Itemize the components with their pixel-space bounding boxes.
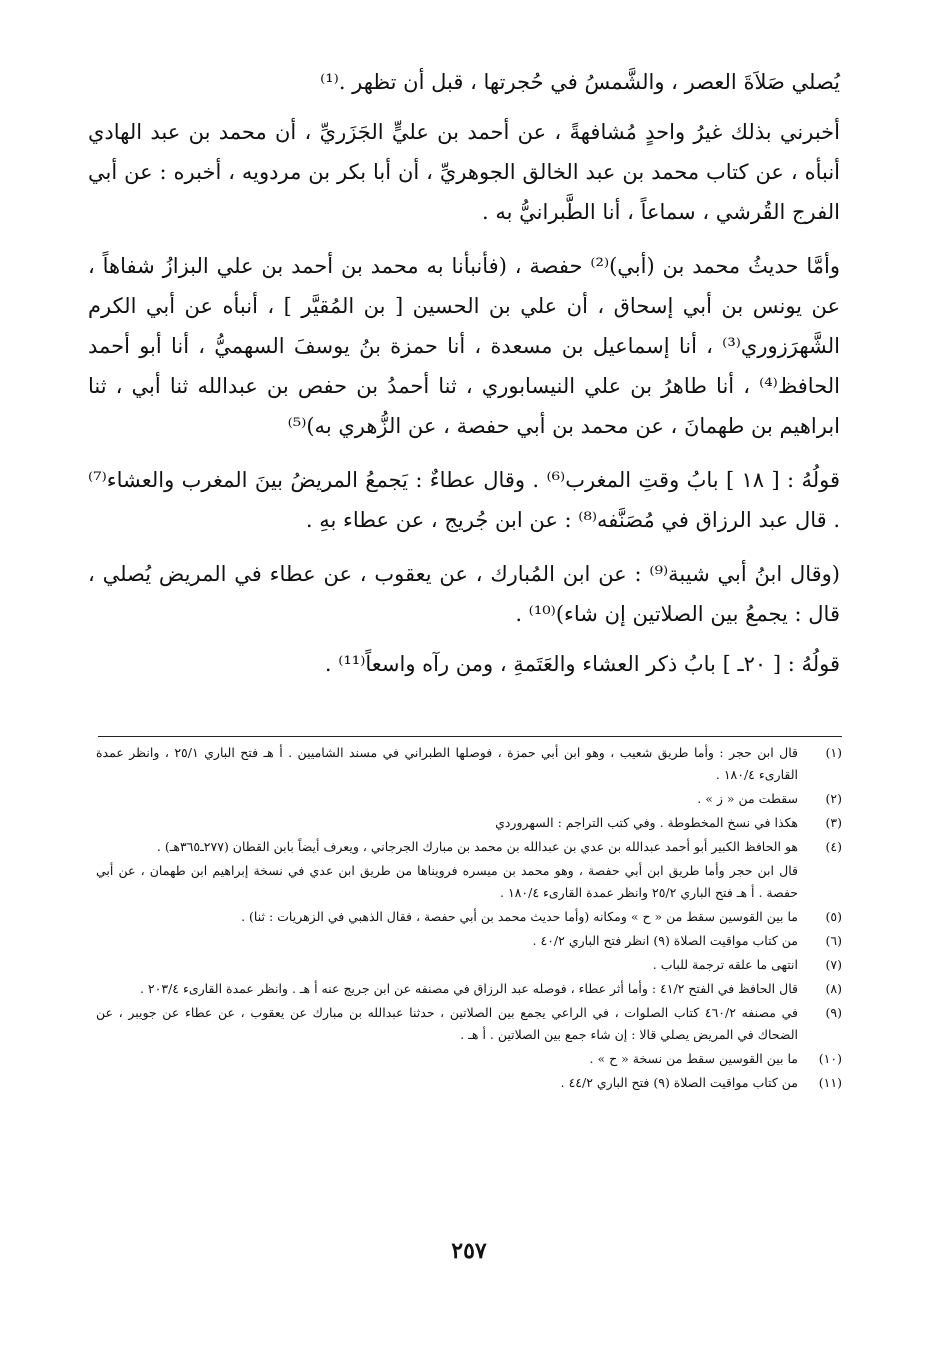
footnote-3 <box>96 812 842 834</box>
page-number: ٢٥٧ <box>451 1238 487 1264</box>
footnote-4-continuation: قال ابن حجر وأما طريق ابن أبي حفصة ، وهو محمد بن ميسره فرويناها من طريق ابن عدي في نسخة إبراهيم ابن طهمان ، عن أبي حفصة . أ هـ فتح الباري ٢٥/٢ وانظر عمدة القارىء ١٨٠/٤ . <box>96 863 798 900</box>
footnote-4 <box>96 836 842 858</box>
footnote-text: في مصنفه ٤٦٠/٢ كتاب الصلوات ، في الراعي يجمع بين الصلاتين ، حدثنا عبدالله بن مبارك عن يعقوب ، عن عطاء عن جويبر ، عن الضحاك في المريض يصلي قالا : إن شاء جمع بين الصلاتين . أ هـ . <box>96 1005 798 1042</box>
paragraph-2: أخبرني بذلك غيرُ واحدٍ مُشافهةً ، عن أحمد بن عليٍّ الجَزَريِّ ، أن محمد بن عبد الهادي أنبأه ، عن كتاب محمد بن عبد الخالق الجوهريِّ ، أن أبا بكر بن مردويه ، أخبره : عن أبي الفرج القُرشي ، سماعاً ، أنا الطَّبرانيُّ به . <box>88 120 840 224</box>
footnote-divider <box>98 736 842 737</box>
footnote-1 <box>96 742 842 786</box>
paragraph-6: قولُهُ : [ ٢٠ـ ] بابُ ذكر العشاء والعَتَمةِ ، ومن رآه واسعاً⁽¹¹⁾ . <box>324 652 840 676</box>
footnote-number: (٢) <box>825 791 842 806</box>
footnote-text: هكذا في نسخ المخطوطة . وفي كتب التراجم : السهروردي <box>495 815 798 830</box>
footnote-8 <box>96 978 842 1000</box>
footnote-text: ما بين القوسين سقط من « ح » ومكانه (وأما حديث محمد بن أبي حفصة ، فقال الذهبي في الزهريات : ثنا) . <box>241 909 798 924</box>
footnote-number: (١١) <box>818 1075 842 1090</box>
footnote-number: (٤) <box>825 839 842 854</box>
footnote-number: (٨) <box>825 981 842 996</box>
footnote-number: (٧) <box>825 957 842 972</box>
footnote-text: هو الحافظ الكبير أبو أحمد عبدالله بن عدي بن عبدالله بن محمد بن مبارك الجرجاني ، ويعرف أيضاً بابن القطان (٢٧٧ـ٣٦٥هـ) . <box>156 839 798 854</box>
footnote-text: انتهى ما علقه ترجمة للباب . <box>652 957 798 972</box>
footnote-text: ما بين القوسين سقط من نسخة « ح » . <box>589 1051 798 1066</box>
footnote-11 <box>96 1072 842 1094</box>
footnote-text: قال الحافظ في الفتح ٤١/٢ : وأما أثر عطاء ، فوصله عبد الرزاق في مصنفه عن ابن جريج عنه أ هـ . وانظر عمدة القارىء ٢٠٣/٤ . <box>139 981 798 996</box>
footnote-number: (٥) <box>825 909 842 924</box>
footnote-7 <box>96 954 842 976</box>
footnote-text: قال ابن حجر : وأما طريق شعيب ، وهو ابن أبي حمزة ، فوصلها الطبراني في مسند الشاميين . أ هـ فتح الباري ٢٥/١ ، وانظر عمدة القارىء ١٨٠/٤ . <box>96 745 798 782</box>
footnote-number: (١) <box>825 745 842 760</box>
paragraph-4: قولُهُ : [ ١٨ ] بابُ وقتِ المغرب⁽⁶⁾ . وقال عطاءٌ : يَجمعُ المريضُ بينَ المغرب والعشاء⁽⁷⁾ . قال عبد الرزاق في مُصَنَّفه⁽⁸⁾ : عن ابن جُريج ، عن عطاء بهِ . <box>88 468 840 532</box>
footnote-number: (٩) <box>825 1005 842 1020</box>
paragraph-5: (وقال ابنُ أبي شيبة⁽⁹⁾ : عن ابن المُبارك ، عن يعقوب ، عن عطاء في المريض يُصلي ، قال : يجمعُ بين الصلاتين إن شاء)⁽¹⁰⁾ . <box>88 562 841 626</box>
footnote-text: من كتاب مواقيت الصلاة (٩) انظر فتح الباري ٤٠/٢ . <box>532 933 798 948</box>
footnote-number: (١٠) <box>818 1051 842 1066</box>
footnote-5 <box>96 906 842 928</box>
main-text <box>88 62 840 698</box>
footnotes <box>96 742 842 1096</box>
footnote-9 <box>96 1002 842 1046</box>
footnote-text: سقطت من « ز » . <box>697 791 798 806</box>
footnote-number: (٣) <box>825 815 842 830</box>
paragraph-3: وأمَّا حديثُ محمد بن (أبي)⁽²⁾ حفصة ، (فأنبأنا به محمد بن أحمد بن علي البزازُ شفاهاً ، عن يونس بن أبي إسحاق ، أن علي بن الحسين [ بن المُقيَّر ] ، أنبأه عن أبي الكرم الشَّهرَزوري⁽³⁾ ، أنا إسماعيل بن مسعدة ، أنا حمزة بنُ يوسفَ السهميُّ ، أنا أبو أحمد الحافظ⁽⁴⁾ ، أنا طاهرُ بن علي النيسابوري ، ثنا أحمدُ بن حفص بن عبدالله ثنا أبي ، ثنا ابراهيم بن طهمانَ ، عن محمد بن أبي حفصة ، عن الزُّهري به)⁽⁵⁾ <box>88 254 841 438</box>
footnote-10 <box>96 1048 842 1070</box>
footnote-6 <box>96 930 842 952</box>
footnote-number: (٦) <box>825 933 842 948</box>
footnote-2 <box>96 788 842 810</box>
footnote-text: من كتاب مواقيت الصلاة (٩) فتح الباري ٤٤/٢ . <box>560 1075 798 1090</box>
paragraph-1: يُصلي صَلاَةَ العصر ، والشَّمسُ في حُجرتها ، قبل أن تظهر .⁽¹⁾ <box>320 70 840 94</box>
